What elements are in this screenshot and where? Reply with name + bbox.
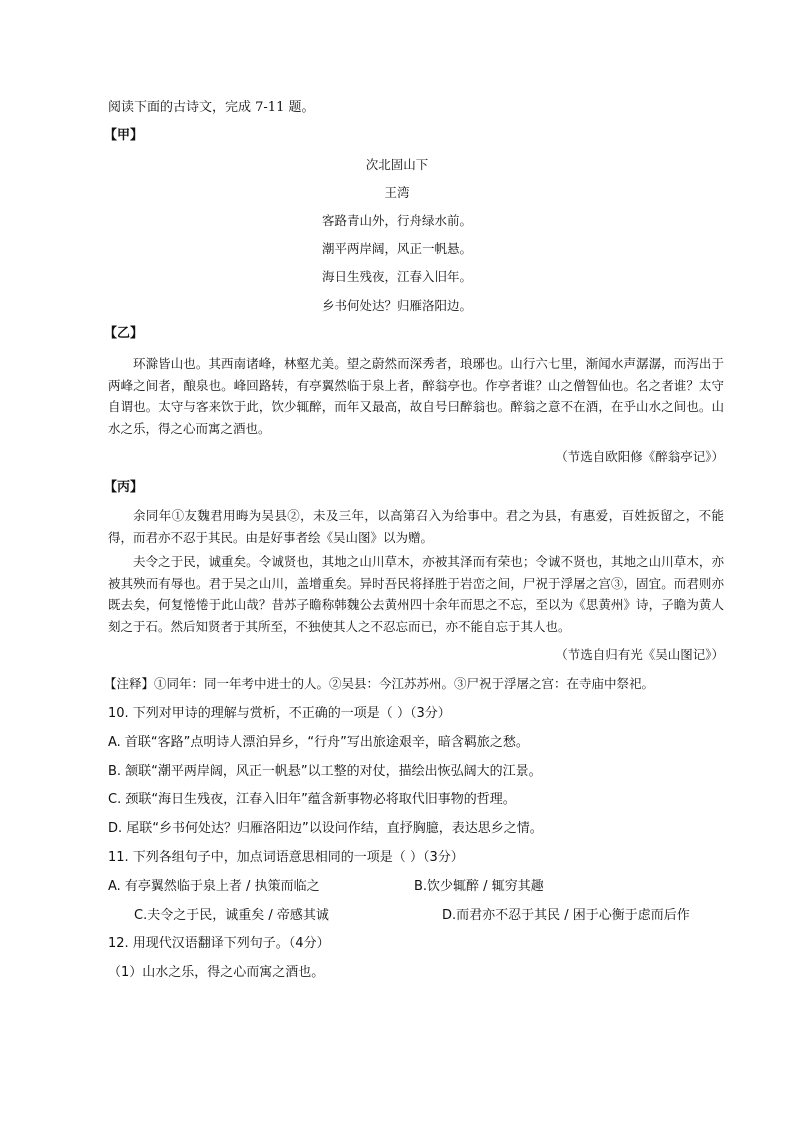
question-12-item-1: （1）山水之乐，得之心而寓之酒也。 bbox=[108, 965, 325, 980]
poem-title: 次北固山下 bbox=[365, 157, 429, 172]
question-10-option-b: B. 颔联“潮平两岸阔，风正一帆悬”以工整的对仗，描绘出恢弘阔大的江景。 bbox=[108, 764, 542, 779]
question-10-stem: 10. 下列对甲诗的理解与赏析，不正确的一项是（ ）（3分） bbox=[108, 706, 451, 721]
question-10-option-c: C. 颈联“海日生残夜，江春入旧年”蕴含新事物必将取代旧事物的哲理。 bbox=[108, 792, 516, 807]
question-11-option-b: B.饮少辄醉 / 辄穷其趣 bbox=[414, 879, 544, 894]
poem-author: 王湾 bbox=[384, 185, 410, 200]
poem-line-1: 客路青山外，行舟绿水前。 bbox=[321, 213, 472, 228]
question-10-option-a: A. 首联“客路”点明诗人漂泊异乡，“行舟”写出旅途艰辛，暗含羁旅之愁。 bbox=[108, 735, 529, 750]
yi-source: （节选自欧阳修《醉翁亭记》） bbox=[555, 449, 724, 464]
bing-paragraph-2: 夫令之于民，诚重矣。令诚贤也，其地之山川草木，亦被其泽而有荣也；令诚不贤也，其地之山川草木，亦被其殃而有辱也。君于吴之山川，盖增重矣。异时吾民将择胜于岩峦之间，尸祝于浮屠之宫③，固宜。而君则亦既去矣，何复惓惓于此山哉？昔苏子瞻称韩魏公去黄州四十余年而思之不忘，至以为《思黄州》诗，子瞻为黄人刻之于石。然后知贤者于其所至，不独使其人之不忍忘而已，亦不能自忘于其人也。 bbox=[108, 554, 724, 634]
poem-line-3: 海日生残夜，江春入旧年。 bbox=[321, 269, 472, 284]
question-11-option-c: C.夫令之于民，诚重矣 / 帝感其诚 bbox=[134, 908, 329, 923]
intro-instruction: 阅读下面的古诗文，完成 7-11 题。 bbox=[108, 100, 315, 115]
annotations: 【注释】①同年：同一年考中进士的人。②吴县：今江苏苏州。③尸祝于浮屠之宫：在寺庙中祭祀。 bbox=[104, 676, 655, 691]
section-label-jia: 【甲】 bbox=[104, 128, 144, 143]
question-11-stem: 11. 下列各组句子中，加点词语意思相同的一项是（ ）（3分） bbox=[108, 850, 464, 865]
section-label-yi: 【乙】 bbox=[104, 326, 144, 341]
poem-line-4: 乡书何处达？归雁洛阳边。 bbox=[321, 298, 472, 313]
poem-line-2: 潮平两岸阔，风正一帆悬。 bbox=[321, 241, 472, 256]
question-10-option-d: D. 尾联“乡书何处达？归雁洛阳边”以设问作结，直抒胸臆，表达思乡之情。 bbox=[108, 821, 543, 836]
question-12-stem: 12. 用现代汉语翻译下列句子。（4分） bbox=[108, 936, 330, 951]
question-11-option-d: D.而君亦不忍于其民 / 困于心衡于虑而后作 bbox=[442, 908, 690, 923]
question-11-option-a: A. 有亭翼然临于泉上者 / 执策而临之 bbox=[108, 879, 320, 894]
bing-source: （节选自归有光《吴山图记》） bbox=[555, 647, 724, 662]
yi-passage: 环滁皆山也。其西南诸峰，林壑尤美。望之蔚然而深秀者，琅琊也。山行六七里，渐闻水声潺潺，而泻出于两峰之间者，酿泉也。峰回路转，有亭翼然临于泉上者，醉翁亭也。作亭者谁？山之僧智仙也。名之者谁？太守自谓也。太守与客来饮于此，饮少辄醉，而年又最高，故自号曰醉翁也。醉翁之意不在酒，在乎山水之间也。山水之乐，得之心而寓之酒也。 bbox=[108, 356, 724, 436]
bing-paragraph-1: 余同年①友魏君用晦为吴县②，未及三年，以高第召入为给事中。君之为县，有惠爱，百姓扳留之，不能得，而君亦不忍于其民。由是好事者绘《吴山图》以为赠。 bbox=[108, 508, 724, 545]
section-label-bing: 【丙】 bbox=[104, 480, 144, 495]
